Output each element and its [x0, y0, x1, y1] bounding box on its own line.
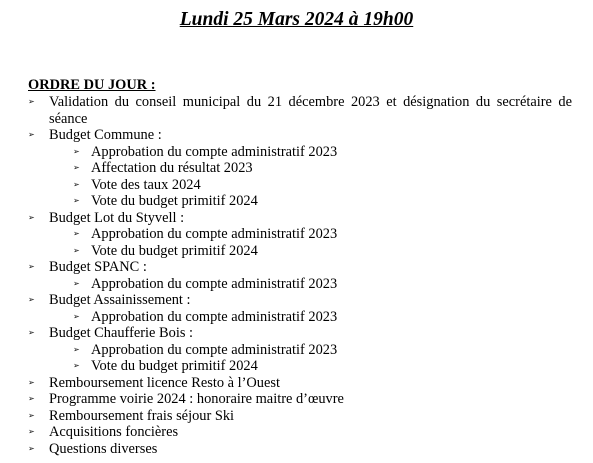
agenda-item-text: Acquisitions foncières [49, 424, 179, 440]
agenda-subitem [0, 309, 593, 326]
agenda-item-text: Remboursement frais séjour Ski [49, 407, 235, 424]
agenda-item-text: Vote du budget primitif 2024 [91, 193, 258, 209]
agenda-item-text: Remboursement licence Resto à l’Ouest [49, 374, 280, 391]
arrow-bullet-icon: ➢ [28, 130, 35, 139]
agenda-item-text: Approbation du compte administratif 2023 [91, 341, 338, 358]
agenda-item [0, 375, 593, 392]
agenda-item-text: Affectation du résultat 2023 [91, 160, 253, 176]
arrow-bullet-icon: ➢ [73, 163, 80, 172]
meeting-date-title: Lundi 25 Mars 2024 à 19h00 [179, 9, 414, 30]
agenda-item-text: Vote des taux 2024 [91, 176, 201, 193]
agenda-item [0, 94, 593, 127]
agenda-subitem [0, 160, 593, 177]
agenda-item-text: Budget SPANC : [49, 259, 147, 275]
agenda-item [0, 391, 593, 408]
agenda-item-text: Budget Assainissement : [49, 292, 191, 308]
agenda-item [0, 424, 593, 441]
agenda-heading: ORDRE DU JOUR : [28, 77, 156, 93]
agenda-item-text: Vote du budget primitif 2024 [91, 358, 258, 374]
arrow-bullet-icon: ➢ [73, 229, 80, 238]
arrow-bullet-icon: ➢ [28, 410, 35, 420]
agenda-item [0, 292, 593, 309]
arrow-bullet-icon: ➢ [28, 394, 35, 403]
agenda-subitem [0, 226, 593, 243]
agenda-subitem [0, 342, 593, 359]
agenda-subitem [0, 276, 593, 293]
agenda-item [0, 325, 593, 342]
arrow-bullet-icon: ➢ [73, 361, 80, 370]
agenda-item-text: Approbation du compte administratif 2023 [91, 308, 338, 325]
agenda-subitem [0, 144, 593, 161]
agenda-item-text: Budget Lot du Styvell : [49, 209, 185, 226]
arrow-bullet-icon: ➢ [73, 179, 80, 189]
agenda-subitem [0, 358, 593, 375]
agenda-item [0, 408, 593, 425]
agenda-item-text: Questions diverses [49, 440, 158, 457]
arrow-bullet-icon: ➢ [28, 377, 35, 387]
arrow-bullet-icon: ➢ [28, 212, 35, 222]
arrow-bullet-icon: ➢ [28, 328, 35, 337]
agenda-item [0, 127, 593, 144]
agenda-list [0, 94, 593, 457]
agenda-item-text: Validation du conseil municipal du 21 décembre 2023 et désignation du secrétaire de séance [49, 94, 572, 127]
arrow-bullet-icon: ➢ [73, 146, 80, 156]
agenda-item-text: Programme voirie 2024 : honoraire maitre d’œuvre [49, 391, 344, 407]
arrow-bullet-icon: ➢ [73, 196, 80, 205]
arrow-bullet-icon: ➢ [28, 443, 35, 453]
agenda-subitem [0, 177, 593, 194]
agenda-subitem [0, 193, 593, 210]
arrow-bullet-icon: ➢ [28, 97, 35, 106]
agenda-item-text: Approbation du compte administratif 2023 [91, 143, 338, 160]
agenda-item [0, 441, 593, 458]
agenda-item-text: Vote du budget primitif 2024 [91, 242, 258, 259]
agenda-item-text: Approbation du compte administratif 2023 [91, 226, 338, 242]
agenda-item-text: Approbation du compte administratif 2023 [91, 275, 338, 292]
agenda-item [0, 210, 593, 227]
arrow-bullet-icon: ➢ [73, 344, 80, 354]
arrow-bullet-icon: ➢ [73, 278, 80, 288]
arrow-bullet-icon: ➢ [28, 427, 35, 436]
arrow-bullet-icon: ➢ [28, 262, 35, 271]
arrow-bullet-icon: ➢ [73, 245, 80, 255]
agenda-subitem [0, 243, 593, 260]
arrow-bullet-icon: ➢ [28, 295, 35, 304]
agenda-item-text: Budget Chaufferie Bois : [49, 325, 194, 341]
agenda-item [0, 259, 593, 276]
arrow-bullet-icon: ➢ [73, 311, 80, 321]
agenda-item-text: Budget Commune : [49, 127, 162, 143]
